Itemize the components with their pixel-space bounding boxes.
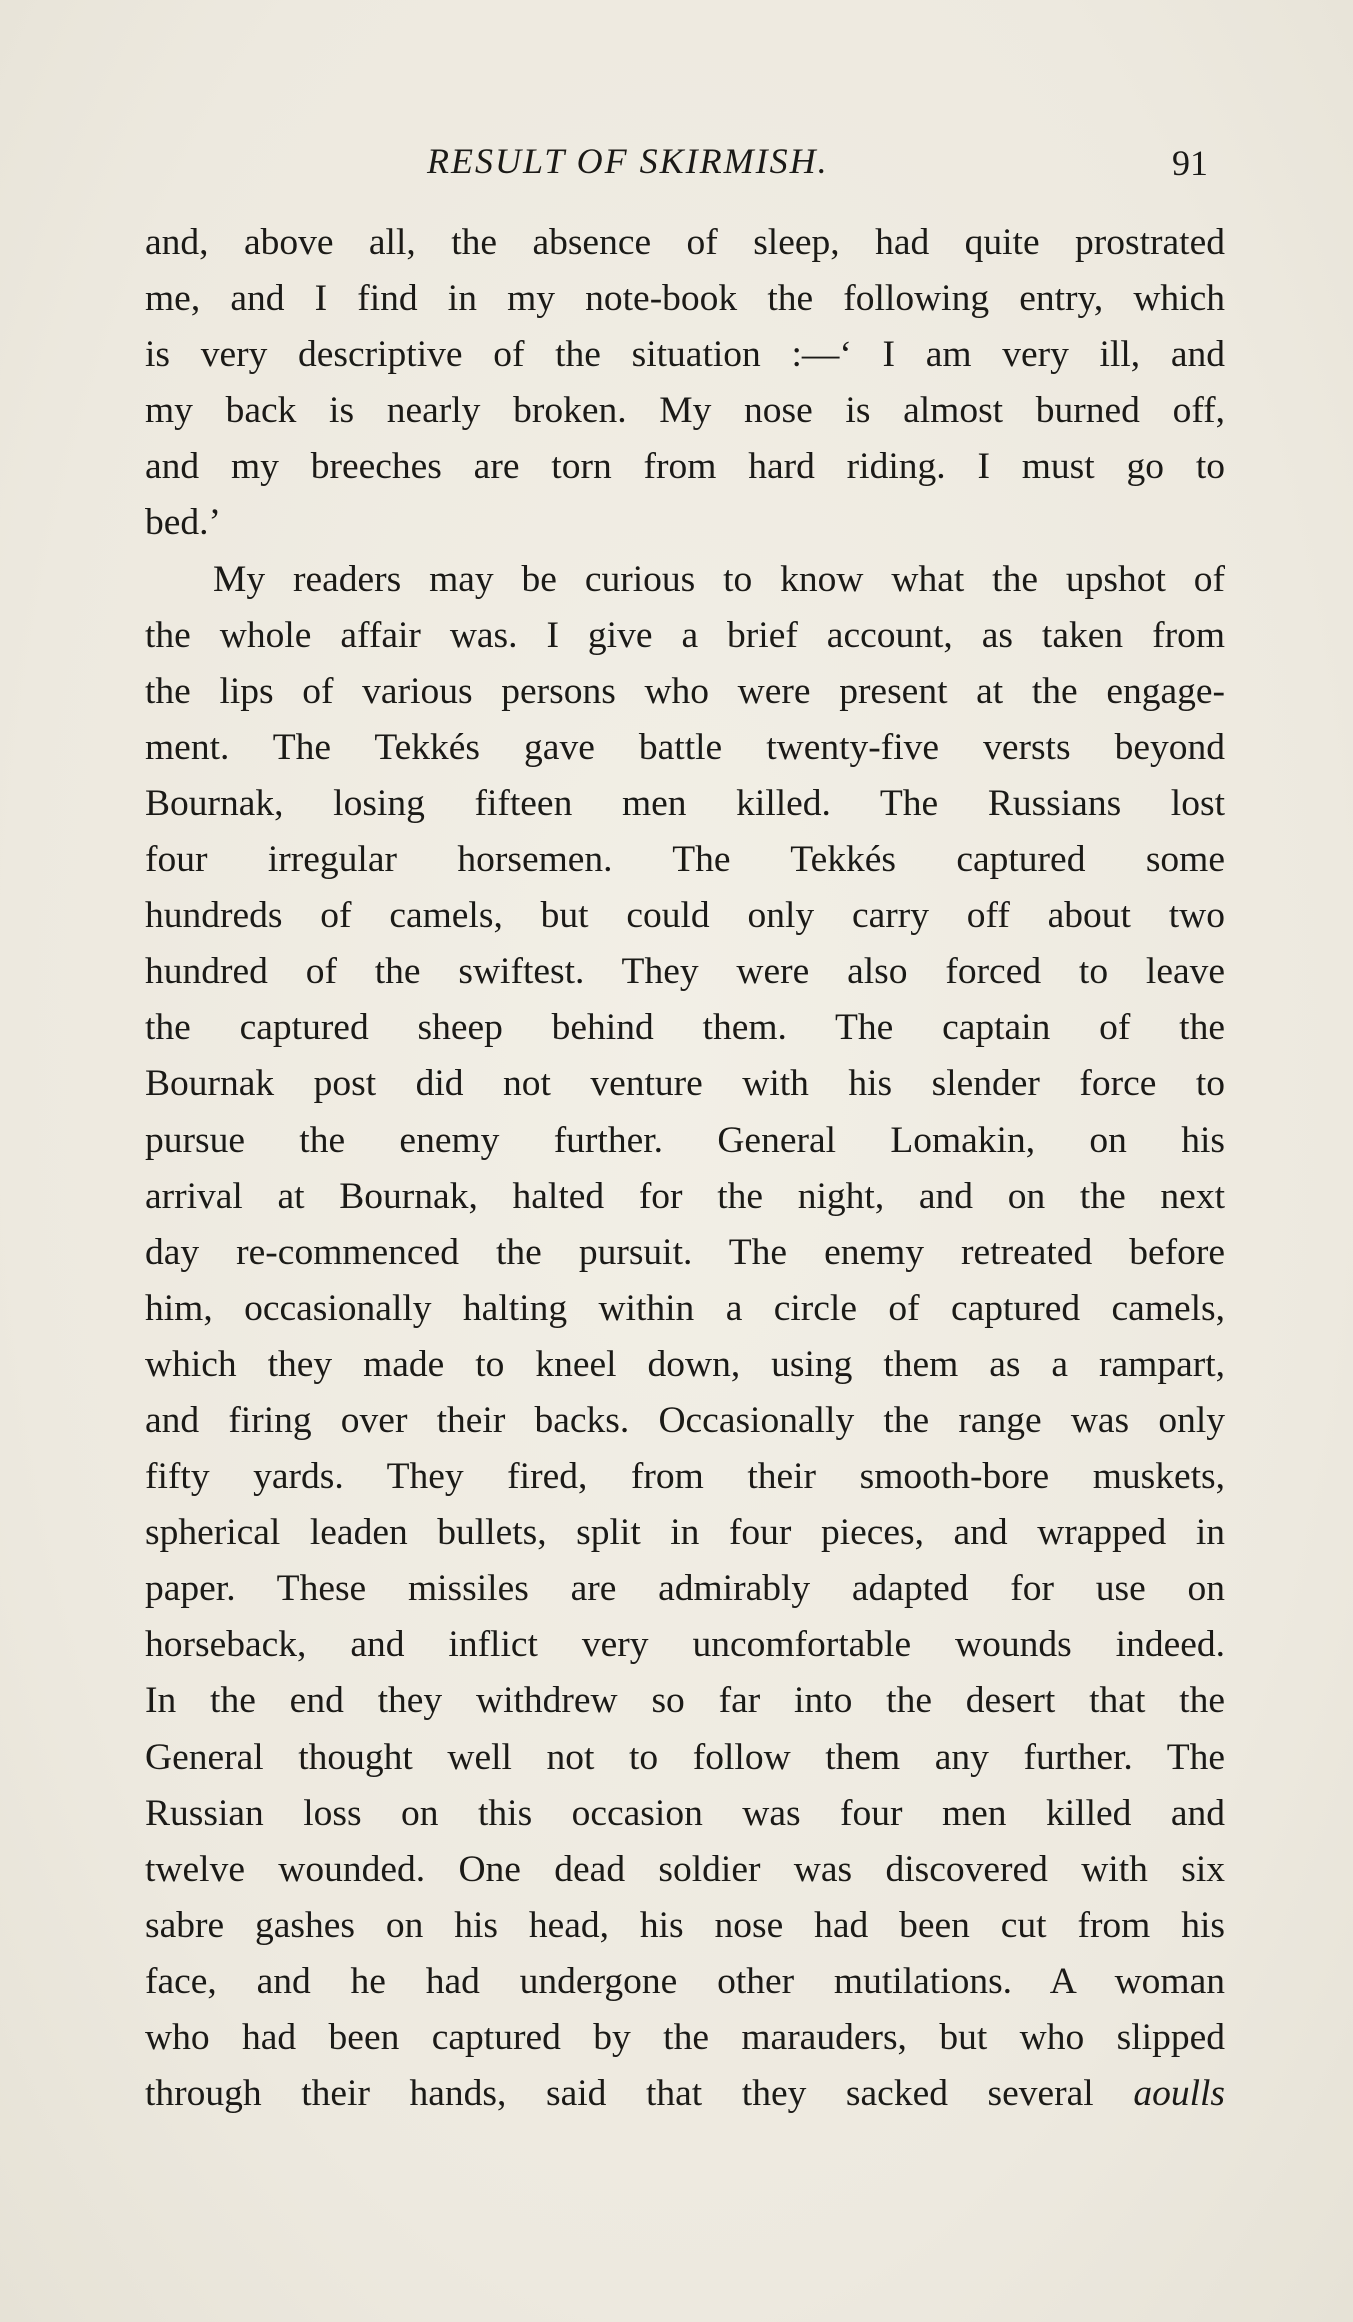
text-line: day re-commenced the pursuit. The enemy retreated before [145, 1231, 1225, 1273]
page-number: 91 [1172, 143, 1208, 183]
text-line: me, and I find in my note-book the following entry, which [145, 278, 1225, 320]
text-line: ment. The Tekkés gave battle twenty-five versts beyond [145, 726, 1225, 768]
text-line: twelve wounded. One dead soldier was discovered with six [145, 1848, 1225, 1890]
text-line: hundreds of camels, but could only carry off about two [145, 895, 1225, 937]
text-line: and firing over their backs. Occasionally the range was only [145, 1399, 1225, 1441]
text-line: bed.’ [145, 502, 222, 544]
text-line: and, above all, the absence of sleep, had quite prostrated [145, 222, 1225, 263]
running-title: RESULT OF SKIRMISH. [427, 141, 829, 181]
text-line: the whole affair was. I give a brief account, as taken from [145, 614, 1225, 656]
body-text [145, 215, 1225, 2122]
text-line: horseback, and inflict very uncomfortable wounds indeed. [145, 1624, 1225, 1666]
text-line: face, and he had undergone other mutilations. A woman [145, 1960, 1225, 2002]
text-line: who had been captured by the marauders, but who slipped [145, 2017, 1225, 2058]
text-line: him, occasionally halting within a circle of captured camels, [145, 1287, 1225, 1329]
text-line: four irregular horsemen. The Tekkés captured some [145, 839, 1225, 881]
text-line: My readers may be curious to know what the upshot of [213, 558, 1225, 600]
italic-word: aoulls [1133, 2073, 1225, 2115]
final-line-text: through their hands, said that they sacked several [145, 2073, 1134, 2115]
text-line: the lips of various persons who were present at the engage- [145, 670, 1225, 712]
text-line: my back is nearly broken. My nose is almost burned off, [145, 390, 1225, 432]
text-line: General thought well not to follow them any further. The [145, 1736, 1225, 1778]
text-line: pursue the enemy further. General Lomakin, on his [145, 1119, 1225, 1161]
text-line: paper. These missiles are admirably adapted for use on [145, 1568, 1225, 1610]
text-line-final [145, 2066, 1225, 2122]
text-line: which they made to kneel down, using them as a rampart, [145, 1343, 1225, 1385]
text-line: arrival at Bournak, halted for the night, and on the next [145, 1175, 1225, 1217]
text-line: Bournak, losing fifteen men killed. The Russians lost [145, 782, 1225, 824]
text-line: Russian loss on this occasion was four men killed and [145, 1792, 1225, 1834]
text-line: the captured sheep behind them. The captain of the [145, 1007, 1225, 1049]
text-line: is very descriptive of the situation :—‘ I am very ill, and [145, 334, 1225, 376]
text-line: In the end they withdrew so far into the desert that the [145, 1680, 1225, 1722]
text-line: spherical leaden bullets, split in four pieces, and wrapped in [145, 1512, 1225, 1554]
text-line: fifty yards. They fired, from their smooth-bore muskets, [145, 1456, 1225, 1498]
text-line: Bournak post did not venture with his slender force to [145, 1063, 1225, 1105]
text-line: sabre gashes on his head, his nose had been cut from his [145, 1904, 1225, 1946]
running-head [0, 140, 1353, 190]
text-line: hundred of the swiftest. They were also forced to leave [145, 951, 1225, 993]
text-line: and my breeches are torn from hard riding. I must go to [145, 446, 1225, 488]
